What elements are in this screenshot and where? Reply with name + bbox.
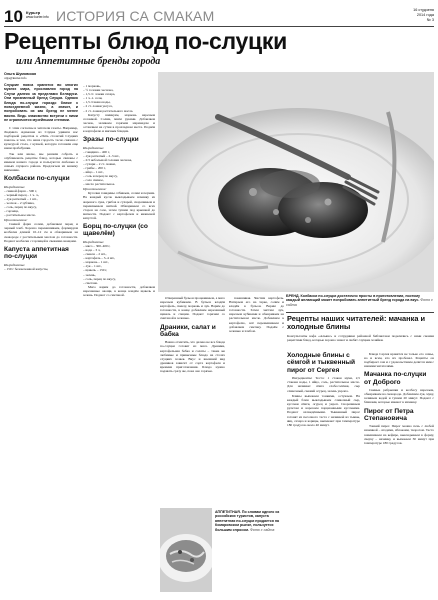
caption-credit: Фото с сайта xyxy=(250,527,275,532)
list-item: – сухари – 2 ст. ложки, xyxy=(83,161,116,166)
zrazy-ingredients xyxy=(83,150,155,187)
pirog-title: Пирог от Петра Степановича xyxy=(364,407,414,422)
blini-text-1: Ингредиенты: Тесто: 1 стакан муки, 2,5 стакана воды, 1 яйцо, соль, растительное масло. Для начинки: сёмга слабосолёная, сыр сливочный, свежий огурец, зелень укропа. xyxy=(287,376,360,393)
list-item: – 1 морковь, xyxy=(83,84,101,88)
kapusta-ingredients-label: Ингредиенты: xyxy=(4,262,26,267)
list-item: – черный перец – 1 ч. л., xyxy=(4,192,40,197)
borsch-ingredients-label: Ингредиенты: xyxy=(83,239,105,244)
sidebar-column-b xyxy=(364,352,434,592)
list-item: – яйцо – 1 шт., xyxy=(83,170,104,174)
col1-paragraph-2: Так или иначе, мы решили собрать и опубликовать рецепты блюд, которые связаны с именем нашего города и пользуются любовью в семьях слуцкого района. Предлагаем их вашему вниманию. xyxy=(4,151,78,173)
main-photo-caption xyxy=(286,294,434,307)
list-item: – соль, перец по вкусу, xyxy=(4,204,37,209)
header-rule xyxy=(4,26,434,27)
zrazy-method-label: Приготовление: xyxy=(83,187,107,192)
col5-text: Блюда Сергея нравятся не только его семье, но и всем, кто их пробовал. Рецепты он подбирает сам и с удовольствием делится ими с нашими читателями. xyxy=(364,352,434,369)
list-item: – 2 ст. ложки уксуса, xyxy=(83,104,113,109)
list-item: – 2 ст. ложки растительного масла. xyxy=(83,108,134,113)
zrazy-title: Зразы по-слуцки xyxy=(83,136,139,144)
kapusta-ingredients-cont xyxy=(83,84,155,113)
kapusta-title: Капуста аппетитная по-слуцки xyxy=(4,245,69,261)
list-item: – 1 ч. л. соли, xyxy=(83,96,103,101)
article-title: Рецепты блюд по-слуцки xyxy=(4,28,287,54)
caption-text: БРЕНД. Колбаски по-слуцки достаточно просты в приготовлении, поэтому каждый желающий может попробовать аппетитный бренд города на вкус. xyxy=(286,294,421,303)
list-item: – соль и перец по вкусу, xyxy=(83,174,118,179)
list-item: – масло растительное. xyxy=(83,182,116,187)
blini-text-2: Блины выпекаем тонкими, остужаем. На каждый блин выкладываем сливочный сыр, кусочки сёмги, огурец и укроп. Сворачиваем рулетом и нарезаем порционными кусочками. Подают охлаждёнными. Тыквенный пирог готовят из песочного теста с начинкой из тыквы, яиц, сахара и корицы, выпекают при температуре 180 градусов около 40 минут. xyxy=(287,394,360,427)
blini-title: Холодные блины с сёмгой и тыквенный пирог от Сергея xyxy=(287,352,356,374)
dranki-title: Драники, салат и бабка xyxy=(160,323,216,338)
list-item: – грибы – 200 г, xyxy=(83,165,106,170)
sidebar-title: Рецепты наших читателей: мачанка и холодные блины xyxy=(287,314,426,332)
list-item: – 2/3 небольшой головки чеснока, xyxy=(83,157,133,162)
date: 16 студзеня xyxy=(413,8,434,12)
borsch-method: Мясо варим до готовности, добавляем нарезанные овощи, в конце кладём щавель и зелень. Подают со сметаной. xyxy=(83,284,155,297)
list-item: – соль, перец по вкусу, xyxy=(83,276,116,281)
year: 2014 года xyxy=(416,12,434,17)
rubric: ИСТОРИЯ СА СМАКАМ xyxy=(56,8,215,24)
list-item: – 1,5 стакана воды, xyxy=(83,100,111,105)
machanka-title: Мачанка по-слуцки от Доброго xyxy=(364,371,427,386)
list-item: – морковь – 1 шт., xyxy=(83,260,109,265)
brand-small: Курьер xyxy=(26,10,41,15)
pirog-text: Тонкий пирог. Пирог можно печь с любой начинкой – ягодами, яблоками, творогом. Тесто замешиваем на кефире, выкладываем в форму, сверху – начинку, и выпекаем 30 минут при температуре 180 градусов. xyxy=(364,424,434,445)
second-photo-caption xyxy=(215,510,284,532)
page-number: 10 xyxy=(4,7,23,26)
issue-date xyxy=(413,8,434,22)
list-item: – зелень, xyxy=(83,272,96,277)
list-item: – лук репчатый – 1 шт., xyxy=(4,196,38,201)
caption-text: По словам одного из российских туристов, капуста аппетитная по-слуцки продается на Комаровском рынке, пользуется большим спросом. xyxy=(215,510,280,532)
list-item: – лук репчатый – 2–3 шт., xyxy=(83,153,120,158)
kolbaski-ingredients-label: Ингредиенты: xyxy=(4,184,26,189)
sidebar-intro: Консультанты кафе «Альянс» и сотрудники районной библиотеки поделились с нами своими рецептами блюд, которые хорошо знают и любят слуцкие хозяйки. xyxy=(287,334,434,343)
borsch-title: Борщ по-слуцки (со щавелём) xyxy=(83,223,148,238)
sidebar-column-a xyxy=(287,352,360,592)
article-subtitle: или Аппетитные бренды города xyxy=(16,56,161,67)
list-item: – свиной фарш – 500 г, xyxy=(4,188,37,193)
second-photo xyxy=(160,508,212,592)
list-item: – 1,5 ст. ложки сахара, xyxy=(83,92,116,97)
caption-label: АППЕТИТНАЯ. xyxy=(215,510,241,514)
kolbaski-ingredients xyxy=(4,189,78,218)
list-item: – свекла – 2 шт., xyxy=(83,252,107,257)
column-1 xyxy=(4,72,78,592)
col3-paragraph: Отваренный бульон процеживаем, а мясо нарезаем кубиками. В бульон кладём картофель, свеклу, морковь и лук. Варим до готовности, в конце добавляем нарезанный щавель и специи. Подают горячим со сметаной и зеленью. xyxy=(160,296,225,321)
author: Ольга Шумовская xyxy=(4,72,37,76)
list-item: – горчица, xyxy=(4,209,19,214)
list-item: – чеснок – 2 зубчика, xyxy=(4,200,35,205)
author-email: olga@kurier.info xyxy=(4,76,27,80)
kapusta-ingredients xyxy=(4,267,78,271)
list-item: – мясо – 300–400 г, xyxy=(83,243,111,248)
list-item: – вода – 3 л, xyxy=(83,247,101,252)
cabbage-salad-image xyxy=(160,508,212,592)
list-item: – ½ головки чеснока, xyxy=(83,88,114,93)
zrazy-method: Кусочки говядины отбиваем, солим и перчим. На каждый кусок выкладываем начинку из жареного лука, грибов и сухарей, сворачиваем и перевязываем ниткой. Обжариваем со всех сторон на сале, затем тушим под крышкой до мягкости. Подают с картофелем и квашеной капустой. xyxy=(83,191,155,220)
kolbaski-title: Колбаски по-слуцки xyxy=(4,175,70,183)
list-item: – лук – 1 шт., xyxy=(83,264,103,269)
column-4 xyxy=(229,296,284,504)
list-item: – говядина – 400 г, xyxy=(83,149,110,154)
plate-of-sausages-image xyxy=(158,72,434,292)
kolbaski-method-label: Приготовление: xyxy=(4,218,28,223)
machanka-text: Свиные ребрышки и колбасу нарезаем, обжариваем на сковороде. Добавляем лук, муку, заливаем водой и тушим 20 минут. Подают с блинами, которые макают в мачанку. xyxy=(364,388,434,405)
caption-credit: Фото с сайта xyxy=(286,298,433,307)
lead: Слуцкие пояса хранятся во многих музеях мира, прославляя город на Случи далеко за пределами Беларуси. Они признанный бренд Слуцка. Однако блюда по-слуцки гораздо ближе к повседневной жизни, а значит, и попробовать их как бренд не менее важно. Ведь знакомство встречи с ними не ограничится музейными стенами. xyxy=(4,83,78,123)
column-2 xyxy=(83,84,155,592)
list-item: – сало свиное, xyxy=(83,178,104,183)
list-item: – 150 г белокочанной капусты, xyxy=(4,266,49,271)
kolbaski-method: Свиной фарш солим, добавляем перец и черный хлеб. Хорошо перемешиваем, формируем колбаски длиной 10–12 см и обжариваем на сковороде с растительным маслом до готовности. Подают колбаски с горчицей и свежими овощами. xyxy=(4,222,78,243)
list-item: – сметана. xyxy=(83,280,98,285)
col1-paragraph-1: С этим согласны и читатели газеты. Например, Людмила Адамовна из Слуцка удивила нас подборкой рецептов в «Пять столетий Слуцких поясов» и тем, что наша гордость тесно связана с культурой стола, с кухней, которую готовили еще наши прабабушки. xyxy=(4,125,78,151)
zrazy-ingredients-label: Ингредиенты: xyxy=(83,145,105,150)
list-item: – картофель – 3–4 шт., xyxy=(83,256,116,261)
issue: № 3 xyxy=(426,17,434,22)
kapusta-method: Капусту шинкуем, морковь нарезаем соломкой. Солим, мнём руками. Добавляем чеснок, заливаем горячим маринадом и оставляем на сутки в прохладном месте. Подаём к картофелю и мясным блюдам. xyxy=(83,112,155,134)
list-item: – растительное масло. xyxy=(4,213,37,218)
brand-site: www.kurier.info xyxy=(26,15,49,19)
col4-text: помешивая. Чистим картофель. Натираем его на терке, солим и кладём в бульон. Варим до готовности. Затем чистим лук, нарезаем кубиками и обжариваем на растительном масле. Добавляем к картофелю, всё перемешиваем и добавляем сметану. Подаём с зеленью и хлебом. xyxy=(229,296,284,333)
main-photo xyxy=(158,72,434,292)
dranki-text: Важно отметить, что далеко не все блюда по-слуцки готовят из мяса. Драники, картофельная бабка и салаты – такие же любимые и привычные блюда на столах слуцких хозяек. Вкус и внешний вид драников зависит от сорта картофеля и времени приготовления. Блюдо нужно подавать сразу же, пока оно горячее. xyxy=(160,340,225,374)
borsch-ingredients xyxy=(83,244,155,285)
sidebar-divider xyxy=(286,312,434,313)
list-item: – щавель – 150 г, xyxy=(83,268,108,273)
